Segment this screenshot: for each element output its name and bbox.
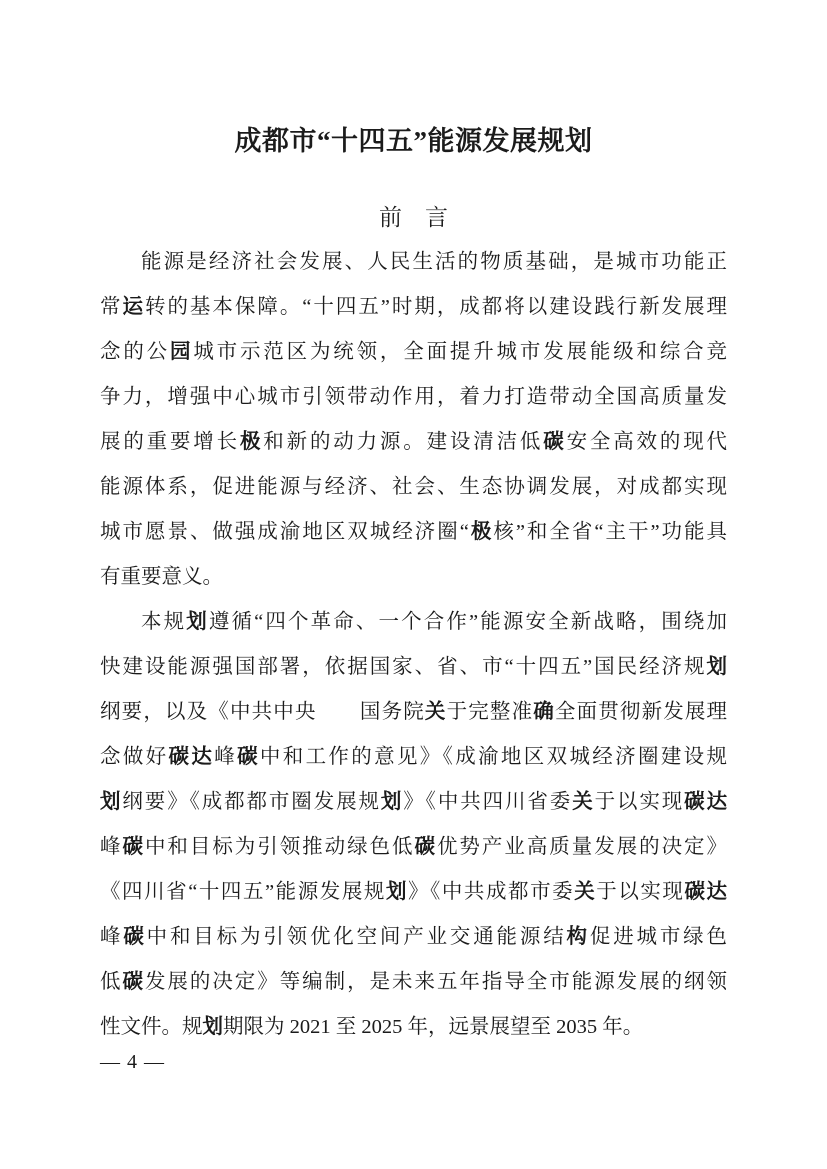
text-line: 划纲要》《成都都市圈发展规划》《中共四川省委关于以实现碳达: [100, 791, 728, 813]
document-title: 成都市“十四五”能源发展规划: [234, 126, 593, 156]
text-line: 能源体系，促进能源与经济、社会、生态协调发展，对成都实现: [100, 476, 727, 498]
text-line: 有重要意义。: [100, 566, 223, 588]
text-line: 念的公园城市示范区为统领，全面提升城市发展能级和综合竞: [100, 341, 728, 363]
text-line: 快建设能源强国部署，依据国家、省、市“十四五”国民经济规划: [100, 656, 727, 678]
text-line: 本规划遵循“四个革命、一个合作”能源安全新战略，围绕加: [141, 611, 728, 633]
text-line: 能源是经济社会发展、人民生活的物质基础，是城市功能正: [141, 251, 727, 273]
text-line: 展的重要增长极和新的动力源。建设清洁低碳安全高效的现代: [100, 431, 728, 453]
text-line: 低碳发展的决定》等编制，是未来五年指导全市能源发展的纲领: [100, 971, 728, 993]
text-line: 城市愿景、做强成渝地区双城经济圈“极核”和全省“主干”功能具: [100, 521, 728, 543]
text-line: 争力，增强中心城市引领带动作用，着力打造带动全国高质量发: [100, 386, 727, 408]
document-body: [100, 240, 727, 1050]
section-heading: 前 言: [379, 205, 448, 230]
page-number: — 4 —: [100, 1051, 165, 1073]
text-line: 念做好碳达峰碳中和工作的意见》《成渝地区双城经济圈建设规: [100, 746, 728, 768]
text-line: 峰碳中和目标为引领推动绿色低碳优势产业高质量发展的决定》: [100, 836, 728, 858]
text-line: 峰碳中和目标为引领优化空间产业交通能源结构促进城市绿色: [100, 926, 728, 948]
text-line: 《四川省“十四五”能源发展规划》《中共成都市委关于以实现碳达: [100, 881, 728, 903]
text-line: 纲要，以及《中共中央 国务院关于完整准确全面贯彻新发展理: [100, 701, 728, 723]
text-line: 性文件。规划期限为 2021 至 2025 年，远景展望至 2035 年。: [100, 1016, 644, 1038]
text-line: 常运转的基本保障。“十四五”时期，成都将以建设践行新发展理: [100, 296, 728, 318]
